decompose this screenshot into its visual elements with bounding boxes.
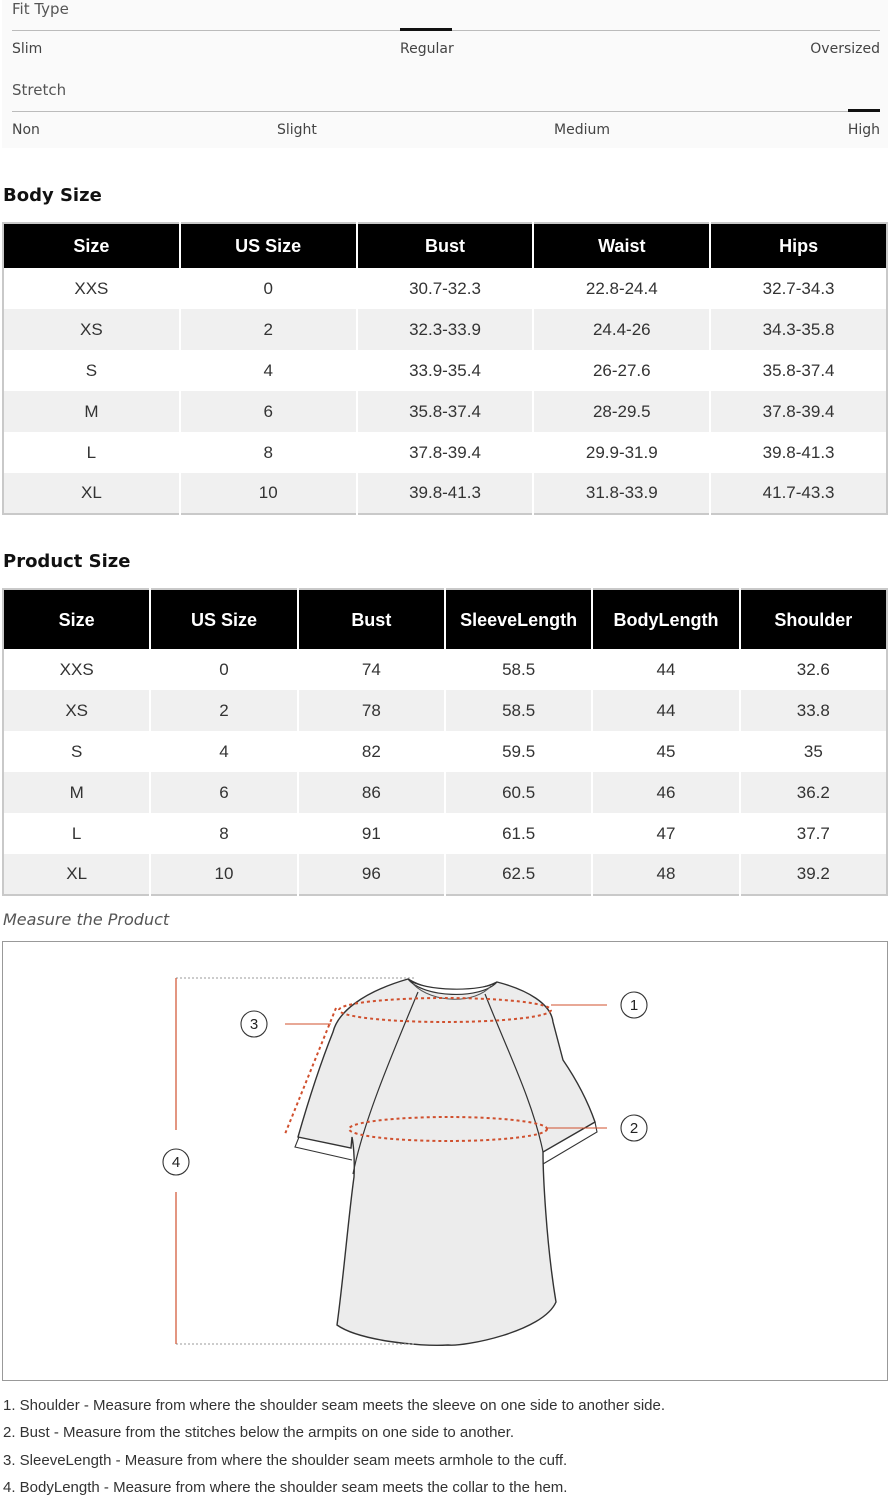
fit-type-marker	[400, 28, 452, 31]
table-cell: 30.7-32.3	[357, 268, 534, 309]
note-sleeve-length: 3. SleeveLength - Measure from where the shoulder seam meets armhole to the cuff.	[3, 1451, 568, 1469]
column-header: Hips	[710, 223, 887, 268]
table-cell: 37.8-39.4	[710, 391, 887, 432]
table-cell: XL	[3, 854, 150, 895]
table-cell: 2	[180, 309, 357, 350]
table-cell: 37.8-39.4	[357, 432, 534, 473]
table-cell: 61.5	[445, 813, 592, 854]
table-row	[3, 432, 887, 473]
table-cell: L	[3, 813, 150, 854]
table-cell: 6	[150, 772, 297, 813]
stretch-option-high: High	[847, 122, 880, 138]
table-cell: 0	[150, 649, 297, 690]
table-cell: 8	[180, 432, 357, 473]
table-cell: XL	[3, 473, 180, 514]
table-row	[3, 309, 887, 350]
table-cell: 39.8-41.3	[710, 432, 887, 473]
table-cell: 33.8	[740, 690, 887, 731]
table-cell: 39.8-41.3	[357, 473, 534, 514]
table-row	[3, 731, 887, 772]
table-cell: 39.2	[740, 854, 887, 895]
table-row	[3, 649, 887, 690]
table-cell: 86	[298, 772, 445, 813]
table-cell: 58.5	[445, 649, 592, 690]
column-header: Size	[3, 223, 180, 268]
table-cell: 59.5	[445, 731, 592, 772]
body-size-heading: Body Size	[3, 185, 102, 206]
table-cell: 31.8-33.9	[533, 473, 710, 514]
table-row	[3, 813, 887, 854]
fit-option-regular: Regular	[400, 41, 454, 57]
fit-type-title: Fit Type	[12, 0, 69, 18]
fit-option-slim: Slim	[12, 41, 43, 57]
table-cell: 91	[298, 813, 445, 854]
table-cell: 46	[592, 772, 739, 813]
column-header: US Size	[150, 589, 297, 649]
note-bust: 2. Bust - Measure from the stitches below the armpits on one side to another.	[3, 1424, 515, 1442]
measure-diagram	[2, 941, 888, 1381]
table-cell: M	[3, 772, 150, 813]
table-row	[3, 854, 887, 895]
table-cell: M	[3, 391, 180, 432]
note-body-length: 4. BodyLength - Measure from where the shoulder seam meets the collar to the hem.	[3, 1479, 568, 1497]
stretch-option-non: Non	[12, 122, 40, 138]
measure-caption: Measure the Product	[3, 910, 170, 929]
table-cell: 96	[298, 854, 445, 895]
table-cell: 22.8-24.4	[533, 268, 710, 309]
table-cell: L	[3, 432, 180, 473]
table-cell: 35.8-37.4	[710, 350, 887, 391]
stretch-option-medium: Medium	[554, 122, 610, 138]
table-cell: 62.5	[445, 854, 592, 895]
table-row	[3, 350, 887, 391]
table-cell: 2	[150, 690, 297, 731]
column-header: BodyLength	[592, 589, 739, 649]
table-cell: XXS	[3, 268, 180, 309]
table-cell: 32.3-33.9	[357, 309, 534, 350]
body-size-table	[2, 222, 888, 515]
table-cell: 34.3-35.8	[710, 309, 887, 350]
marker-4-label: 4	[171, 1154, 181, 1171]
column-header: SleeveLength	[445, 589, 592, 649]
table-cell: 44	[592, 649, 739, 690]
table-cell: 10	[150, 854, 297, 895]
garment-diagram	[3, 942, 887, 1380]
fit-stretch-panel	[2, 0, 888, 148]
product-size-table	[2, 588, 888, 896]
table-cell: 26-27.6	[533, 350, 710, 391]
table-cell: 29.9-31.9	[533, 432, 710, 473]
marker-3-label: 3	[249, 1016, 259, 1033]
table-cell: 47	[592, 813, 739, 854]
table-cell: 78	[298, 690, 445, 731]
measurement-notes	[3, 1396, 883, 1506]
table-cell: 60.5	[445, 772, 592, 813]
table-cell: 33.9-35.4	[357, 350, 534, 391]
table-cell: 41.7-43.3	[710, 473, 887, 514]
table-cell: 28-29.5	[533, 391, 710, 432]
note-shoulder: 1. Shoulder - Measure from where the shoulder seam meets the sleeve on one side to another side.	[3, 1397, 666, 1414]
table-row	[3, 473, 887, 514]
fit-option-oversized: Oversized	[810, 41, 880, 57]
table-cell: 37.7	[740, 813, 887, 854]
column-header: US Size	[180, 223, 357, 268]
column-header: Bust	[357, 223, 534, 268]
marker-2-label: 2	[629, 1120, 639, 1137]
stretch-marker	[848, 109, 880, 112]
table-cell: 24.4-26	[533, 309, 710, 350]
table-cell: 58.5	[445, 690, 592, 731]
column-header: Bust	[298, 589, 445, 649]
table-cell: 32.6	[740, 649, 887, 690]
table-cell: 4	[150, 731, 297, 772]
column-header: Size	[3, 589, 150, 649]
table-cell: 0	[180, 268, 357, 309]
stretch-option-slight: Slight	[277, 122, 317, 138]
marker-1-label: 1	[629, 997, 639, 1014]
column-header: Shoulder	[740, 589, 887, 649]
table-cell: XXS	[3, 649, 150, 690]
table-row	[3, 772, 887, 813]
table-cell: 48	[592, 854, 739, 895]
table-cell: 6	[180, 391, 357, 432]
table-header-row	[3, 223, 887, 268]
stretch-scale	[12, 111, 880, 112]
table-row	[3, 690, 887, 731]
table-header-row	[3, 589, 887, 649]
table-cell: S	[3, 731, 150, 772]
table-cell: 35	[740, 731, 887, 772]
column-header: Waist	[533, 223, 710, 268]
table-cell: 32.7-34.3	[710, 268, 887, 309]
table-cell: XS	[3, 309, 180, 350]
table-cell: 45	[592, 731, 739, 772]
tshirt-illustration	[298, 979, 595, 1345]
table-cell: 4	[180, 350, 357, 391]
table-cell: 82	[298, 731, 445, 772]
table-cell: 36.2	[740, 772, 887, 813]
table-cell: S	[3, 350, 180, 391]
table-cell: 8	[150, 813, 297, 854]
table-cell: 10	[180, 473, 357, 514]
table-cell: 35.8-37.4	[357, 391, 534, 432]
table-cell: 74	[298, 649, 445, 690]
table-cell: 44	[592, 690, 739, 731]
table-row	[3, 268, 887, 309]
product-size-heading: Product Size	[3, 551, 131, 572]
stretch-title: Stretch	[12, 81, 67, 99]
table-cell: XS	[3, 690, 150, 731]
table-row	[3, 391, 887, 432]
